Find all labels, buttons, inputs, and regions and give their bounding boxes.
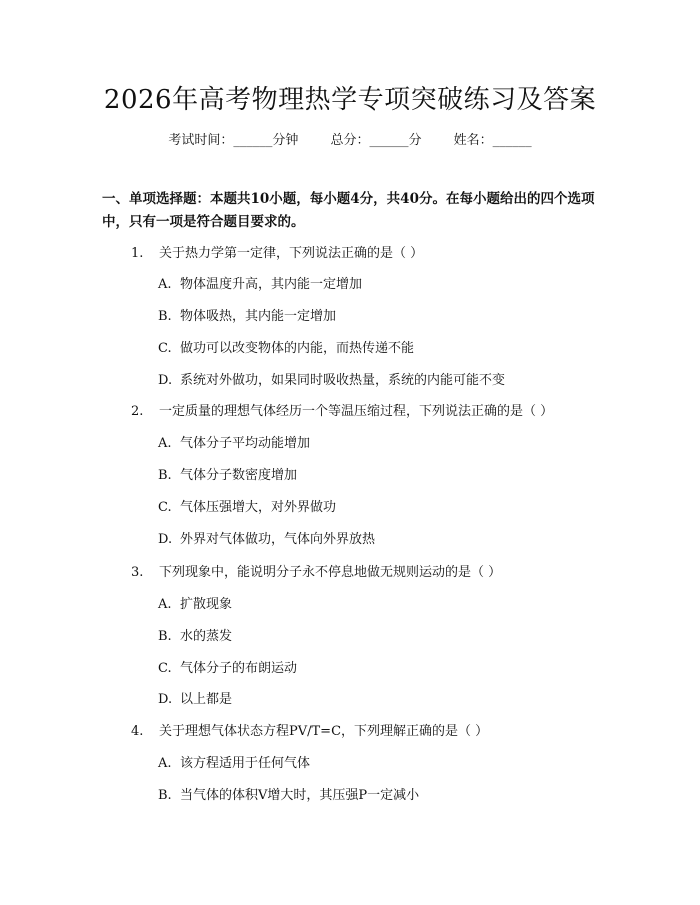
question-2-option-b [158,466,297,486]
option-text: 当气体的体积V增大时，其压强P一定减小 [180,788,420,803]
page-title: 2026年高考物理热学专项突破练习及答案 [103,85,597,115]
option-letter: B. [158,629,172,644]
option-text: 气体压强增大，对外界做功 [180,500,337,515]
question-4-option-b [158,786,419,806]
question-text: 一定质量的理想气体经历一个等温压缩过程，下列说法正确的是（ ） [159,404,554,419]
question-text: 关于热力学第一定律，下列说法正确的是（ ） [159,246,424,261]
option-letter: D. [158,373,173,388]
student-name-field: 姓名：______ [453,133,532,148]
option-letter: D. [158,532,173,547]
question-1-option-c [158,339,414,359]
option-text: 扩散现象 [180,597,233,612]
option-letter: B. [158,309,172,324]
total-score-field: 总分：______分 [330,133,422,148]
option-text: 气体分子数密度增加 [180,468,298,483]
option-text: 外界对气体做功，气体向外界放热 [180,532,376,547]
option-letter: A. [158,756,172,771]
question-text: 关于理想气体状态方程PV/T=C，下列理解正确的是（ ） [159,724,489,739]
option-letter: C. [158,341,172,356]
option-text: 该方程适用于任何气体 [180,756,311,771]
option-text: 气体分子的布朗运动 [180,661,298,676]
option-text: 物体吸热，其内能一定增加 [180,309,337,324]
option-text: 以上都是 [180,692,233,707]
option-text: 水的蒸发 [180,629,233,644]
question-2 [131,402,553,422]
question-3-option-c [158,659,297,679]
question-4 [131,722,488,742]
question-3 [131,563,501,583]
question-text: 下列现象中，能说明分子永不停息地做无规则运动的是（ ） [159,565,502,580]
question-1-option-d [158,371,505,391]
exam-info-line [0,131,700,151]
question-2-option-c [158,498,336,518]
section-heading: 一、单项选择题：本题共10小题，每小题4分，共40分。在每小题给出的四个选项中，只有一项是符合题目要求的。 [102,191,595,230]
option-text: 做功可以改变物体的内能，而热传递不能 [180,341,415,356]
question-2-option-a [158,434,310,454]
option-letter: D. [158,692,173,707]
question-number: 4. [131,724,144,739]
question-2-option-d [158,530,375,550]
option-letter: A. [158,436,172,451]
question-3-option-d [158,690,232,710]
question-number: 2. [131,404,144,419]
option-letter: B. [158,468,172,483]
option-text: 气体分子平均动能增加 [180,436,311,451]
exam-time-field: 考试时间：______分钟 [168,133,299,148]
option-letter: C. [158,661,172,676]
option-letter: C. [158,500,172,515]
question-1-option-a [158,275,362,295]
option-text: 系统对外做功，如果同时吸收热量，系统的内能可能不变 [180,373,506,388]
option-letter: B. [158,788,172,803]
question-3-option-b [158,627,232,647]
question-4-option-a [158,754,310,774]
option-letter: A. [158,597,172,612]
option-text: 物体温度升高，其内能一定增加 [180,277,363,292]
question-number: 1. [131,246,144,261]
question-1 [131,244,423,264]
question-number: 3. [131,565,144,580]
option-letter: A. [158,277,172,292]
question-3-option-a [158,595,232,615]
question-1-option-b [158,307,336,327]
